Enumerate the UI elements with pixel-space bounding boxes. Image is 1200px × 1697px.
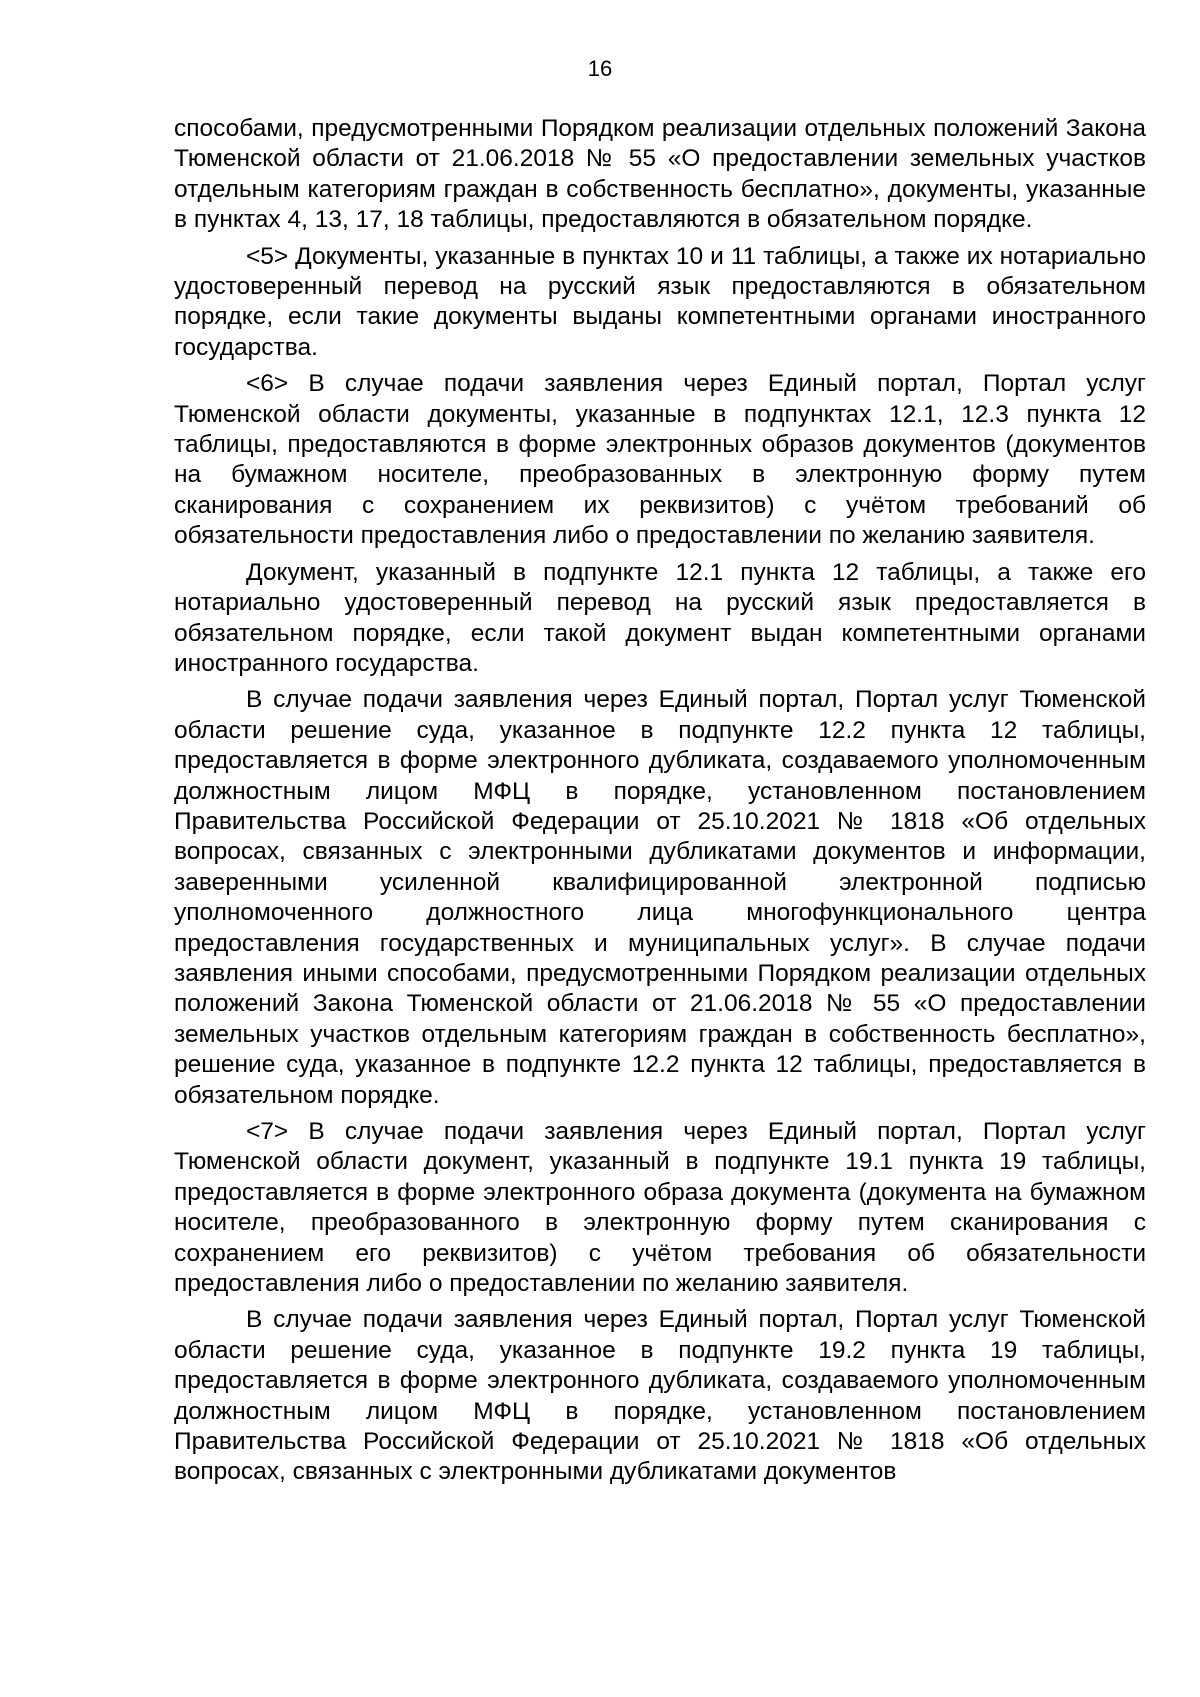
footnote-7-court-decision: В случае подачи заявления через Единый портал, Портал услуг Тюменской области решение суда, указанное в подпункте 19.2 пункта 19 таблицы, предоставляется в форме электронного дубликата, создаваемого уполномоченным должностным лицом МФЦ в порядке, установленном постановлением Правительства Российской Федерации от 25.10.2021 № 1818 «Об отдельных вопросах, связанных с электронными дубликатами документов <box>174 1306 1146 1486</box>
footnote-5: <5> Документы, указанные в пунктах 10 и 11 таблицы, а также их нотариально удостоверенный перевод на русский язык предоставляются в обязательном порядке, если такие документы выданы компетентными органами иностранного государства. <box>174 242 1146 361</box>
footnote-6: <6> В случае подачи заявления через Единый портал, Портал услуг Тюменской области документы, указанные в подпунктах 12.1, 12.3 пункта 12 таблицы, предоставляются в форме электронных образов документов (документов на бумажном носителе, преобразованных в электронную форму путем сканирования с сохранением их реквизитов) с учётом требований об обязательности предоставления либо о предоставлении по желанию заявителя. <box>174 370 1146 550</box>
document-body <box>174 114 1146 1494</box>
footnote-6-document-translation: Документ, указанный в подпункте 12.1 пункта 12 таблицы, а также его нотариально удостоверенный перевод на русский язык предоставляется в обязательном порядке, если такой документ выдан компетентными органами иностранного государства. <box>174 558 1146 677</box>
paragraph-continuation: способами, предусмотренными Порядком реализации отдельных положений Закона Тюменской области от 21.06.2018 № 55 «О предоставлении земельных участков отдельным категориям граждан в собственность бесплатно», документы, указанные в пунктах 4, 13, 17, 18 таблицы, предоставляются в обязательном порядке. <box>174 115 1146 234</box>
page-number: 16 <box>587 56 613 81</box>
footnote-6-court-decision: В случае подачи заявления через Единый портал, Портал услуг Тюменской области решение суда, указанное в подпункте 12.2 пункта 12 таблицы, предоставляется в форме электронного дубликата, создаваемого уполномоченным должностным лицом МФЦ в порядке, установленном постановлением Правительства Российской Федерации от 25.10.2021 № 1818 «Об отдельных вопросах, связанных с электронными дубликатами документов и информации, заверенными усиленной квалифицированной электронной подписью уполномоченного должностного лица многофункционального центра предоставления государственных и муниципальных услуг». В случае подачи заявления иными способами, предусмотренными Порядком реализации отдельных положений Закона Тюменской области от 21.06.2018 № 55 «О предоставлении земельных участков отдельным категориям граждан в собственность бесплатно», решение суда, указанное в подпункте 12.2 пункта 12 таблицы, предоставляется в обязательном порядке. <box>174 686 1146 1109</box>
footnote-7: <7> В случае подачи заявления через Единый портал, Портал услуг Тюменской области документ, указанный в подпункте 19.1 пункта 19 таблицы, предоставляется в форме электронного образа документа (документа на бумажном носителе, преобразованного в электронную форму путем сканирования с сохранением его реквизитов) с учётом требования об обязательности предоставления либо о предоставлении по желанию заявителя. <box>174 1118 1146 1298</box>
